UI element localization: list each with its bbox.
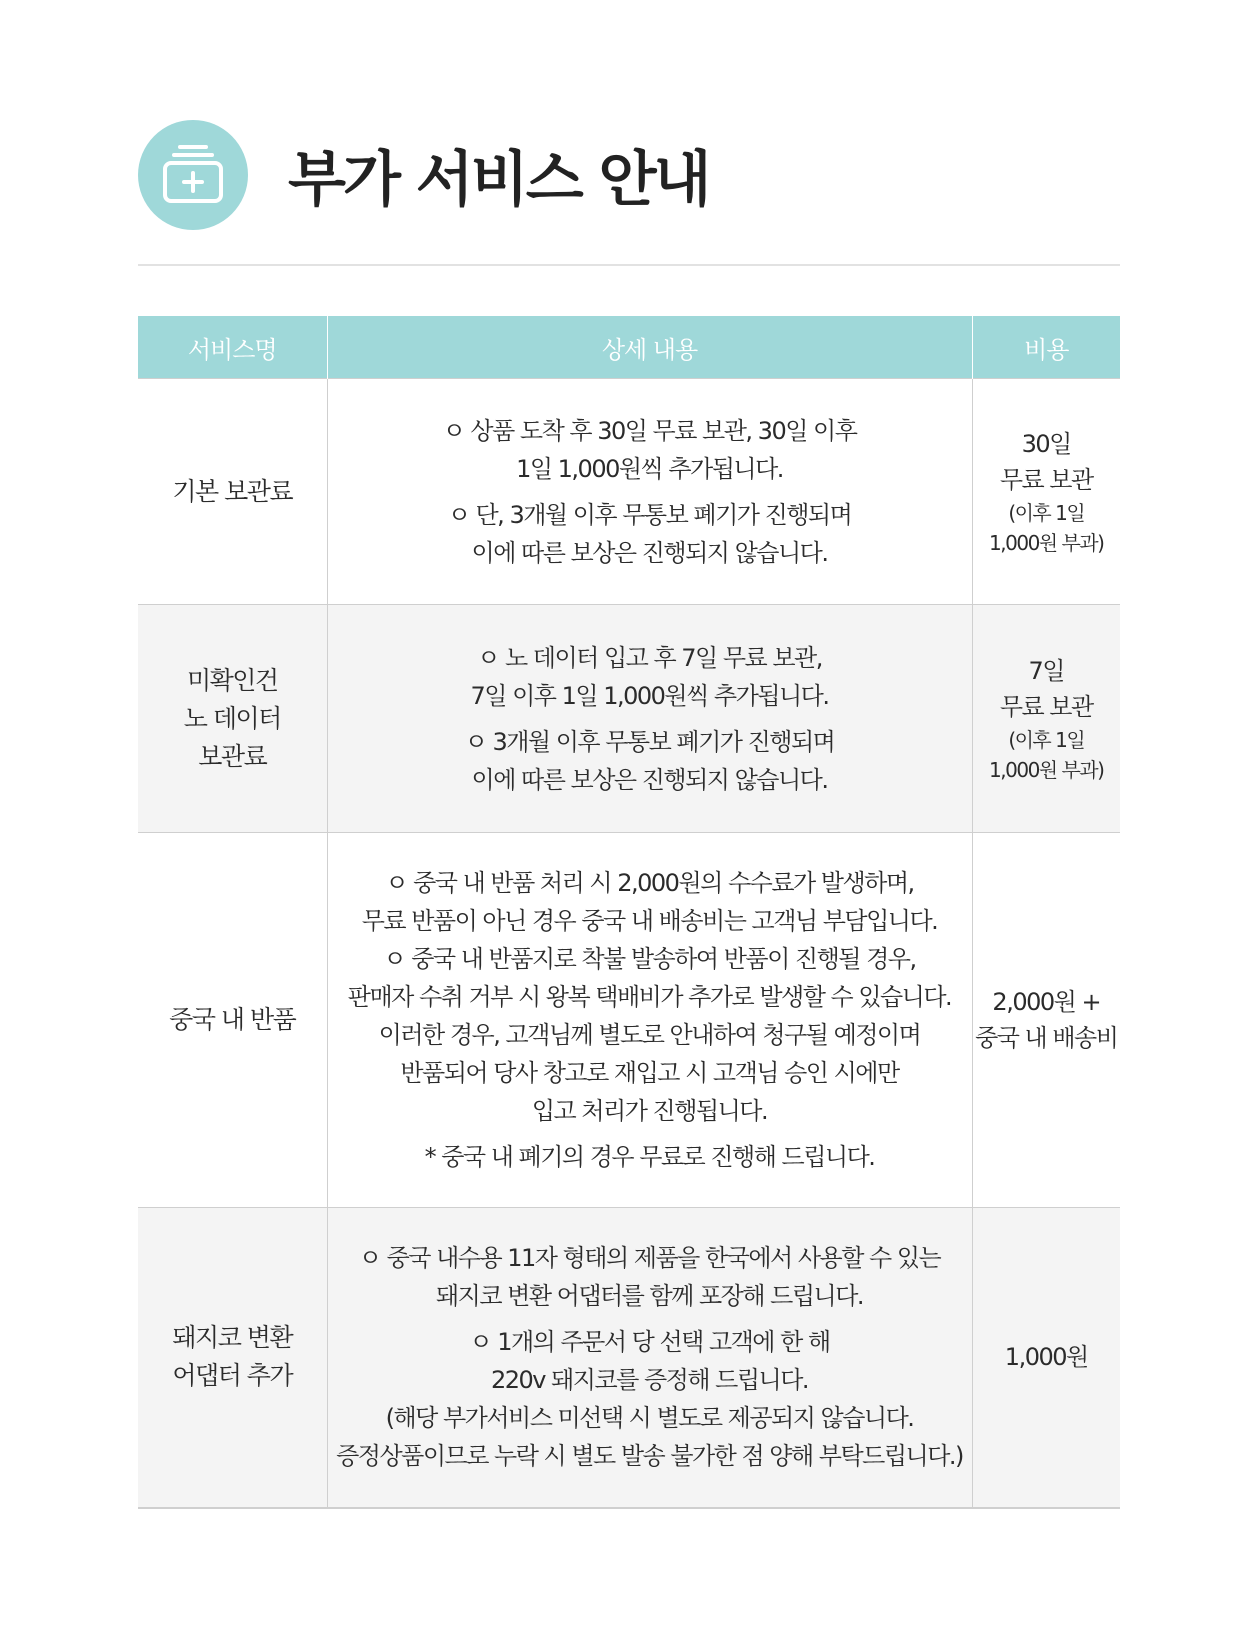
service-name-line: 미확인건 — [186, 665, 278, 695]
detail-line: 이에 따른 보상은 진행되지 않습니다. — [471, 538, 828, 567]
cost-line: 중국 내 배송비 — [975, 1024, 1118, 1052]
cost-line: 7일 — [1028, 656, 1064, 685]
cost-line: 30일 — [1021, 429, 1071, 458]
cost-cell — [972, 605, 1120, 833]
table-row — [138, 379, 1120, 605]
service-name-cell — [138, 605, 327, 833]
detail-cell — [327, 1208, 972, 1508]
table-row — [138, 833, 1120, 1208]
service-name-cell — [138, 379, 327, 605]
detail-cell — [327, 605, 972, 833]
detail-line: ㅇ 3개월 이후 무통보 폐기가 진행되며 — [464, 727, 835, 756]
service-name-line: 보관료 — [198, 741, 267, 771]
detail-line: 무료 반품이 아닌 경우 중국 내 배송비는 고객님 부담입니다. — [361, 907, 938, 935]
cost-cell — [972, 833, 1120, 1208]
table-header-row — [138, 316, 1120, 379]
add-box-icon — [138, 120, 248, 230]
cost-cell — [972, 379, 1120, 605]
cost-line: 무료 보관 — [999, 692, 1093, 721]
service-name-line: 노 데이터 — [183, 703, 281, 733]
detail-line: ㅇ 단, 3개월 이후 무통보 폐기가 진행되며 — [447, 500, 852, 529]
page-title: 부가 서비스 안내 — [288, 145, 709, 215]
service-name-cell — [138, 833, 327, 1208]
table-row — [138, 605, 1120, 833]
detail-line: ㅇ 중국 내 반품 처리 시 2,000원의 수수료가 발생하며, — [385, 869, 914, 897]
detail-cell — [327, 833, 972, 1208]
detail-line: 220v 돼지코를 증정해 드립니다. — [490, 1366, 809, 1395]
cost-note: 1,000원 부과) — [989, 530, 1104, 555]
service-name: 기본 보관료 — [172, 476, 293, 506]
detail-line: 7일 이후 1일 1,000원씩 추가됩니다. — [470, 681, 829, 710]
detail-line: ㅇ 중국 내수용 11자 형태의 제품을 한국에서 사용할 수 있는 — [358, 1244, 941, 1273]
detail-cell — [327, 379, 972, 605]
detail-line: 입고 처리가 진행됩니다. — [531, 1097, 768, 1125]
detail-line: ㅇ 상품 도착 후 30일 무료 보관, 30일 이후 — [442, 416, 857, 445]
cost-cell — [972, 1208, 1120, 1508]
header-divider — [138, 264, 1120, 266]
cost-line: 2,000원 + — [992, 988, 1101, 1016]
page-header — [138, 120, 709, 230]
detail-line: 1일 1,000원씩 추가됩니다. — [516, 454, 783, 483]
column-header-cost: 비용 — [972, 316, 1120, 379]
detail-line: 이러한 경우, 고객님께 별도로 안내하여 청구될 예정이며 — [378, 1021, 921, 1049]
table-row — [138, 1208, 1120, 1508]
service-name-line: 돼지코 변환 — [172, 1323, 293, 1353]
detail-line: 반품되어 당사 창고로 재입고 시 고객님 승인 시에만 — [400, 1059, 899, 1087]
cost-note: (이후 1일 — [1008, 727, 1085, 752]
service-name-cell — [138, 1208, 327, 1508]
detail-line: 증정상품이므로 누락 시 별도 발송 불가한 점 양해 부탁드립니다.) — [336, 1442, 963, 1471]
cost-line: 무료 보관 — [999, 465, 1093, 494]
detail-line: 판매자 수취 거부 시 왕복 택배비가 추가로 발생할 수 있습니다. — [347, 983, 952, 1011]
detail-line: ㅇ 1개의 주문서 당 선택 고객에 한 해 — [469, 1328, 830, 1357]
detail-line: ㅇ 중국 내 반품지로 착불 발송하여 반품이 진행될 경우, — [383, 945, 916, 973]
detail-line: 이에 따른 보상은 진행되지 않습니다. — [471, 765, 828, 794]
cost-line: 1,000원 — [1004, 1343, 1088, 1372]
cost-note: 1,000원 부과) — [989, 757, 1104, 782]
detail-note: * 중국 내 폐기의 경우 무료로 진행해 드립니다. — [424, 1143, 875, 1171]
service-name: 중국 내 반품 — [169, 1005, 296, 1034]
detail-line: ㅇ 노 데이터 입고 후 7일 무료 보관, — [477, 643, 822, 672]
cost-note: (이후 1일 — [1008, 500, 1085, 525]
column-header-service-name: 서비스명 — [138, 316, 327, 379]
column-header-detail: 상세 내용 — [327, 316, 972, 379]
service-table — [138, 316, 1120, 1509]
service-name-line: 어댑터 추가 — [172, 1361, 293, 1391]
detail-line: 돼지코 변환 어댑터를 함께 포장해 드립니다. — [435, 1282, 864, 1311]
detail-line: (해당 부가서비스 미선택 시 별도로 제공되지 않습니다. — [385, 1404, 914, 1433]
